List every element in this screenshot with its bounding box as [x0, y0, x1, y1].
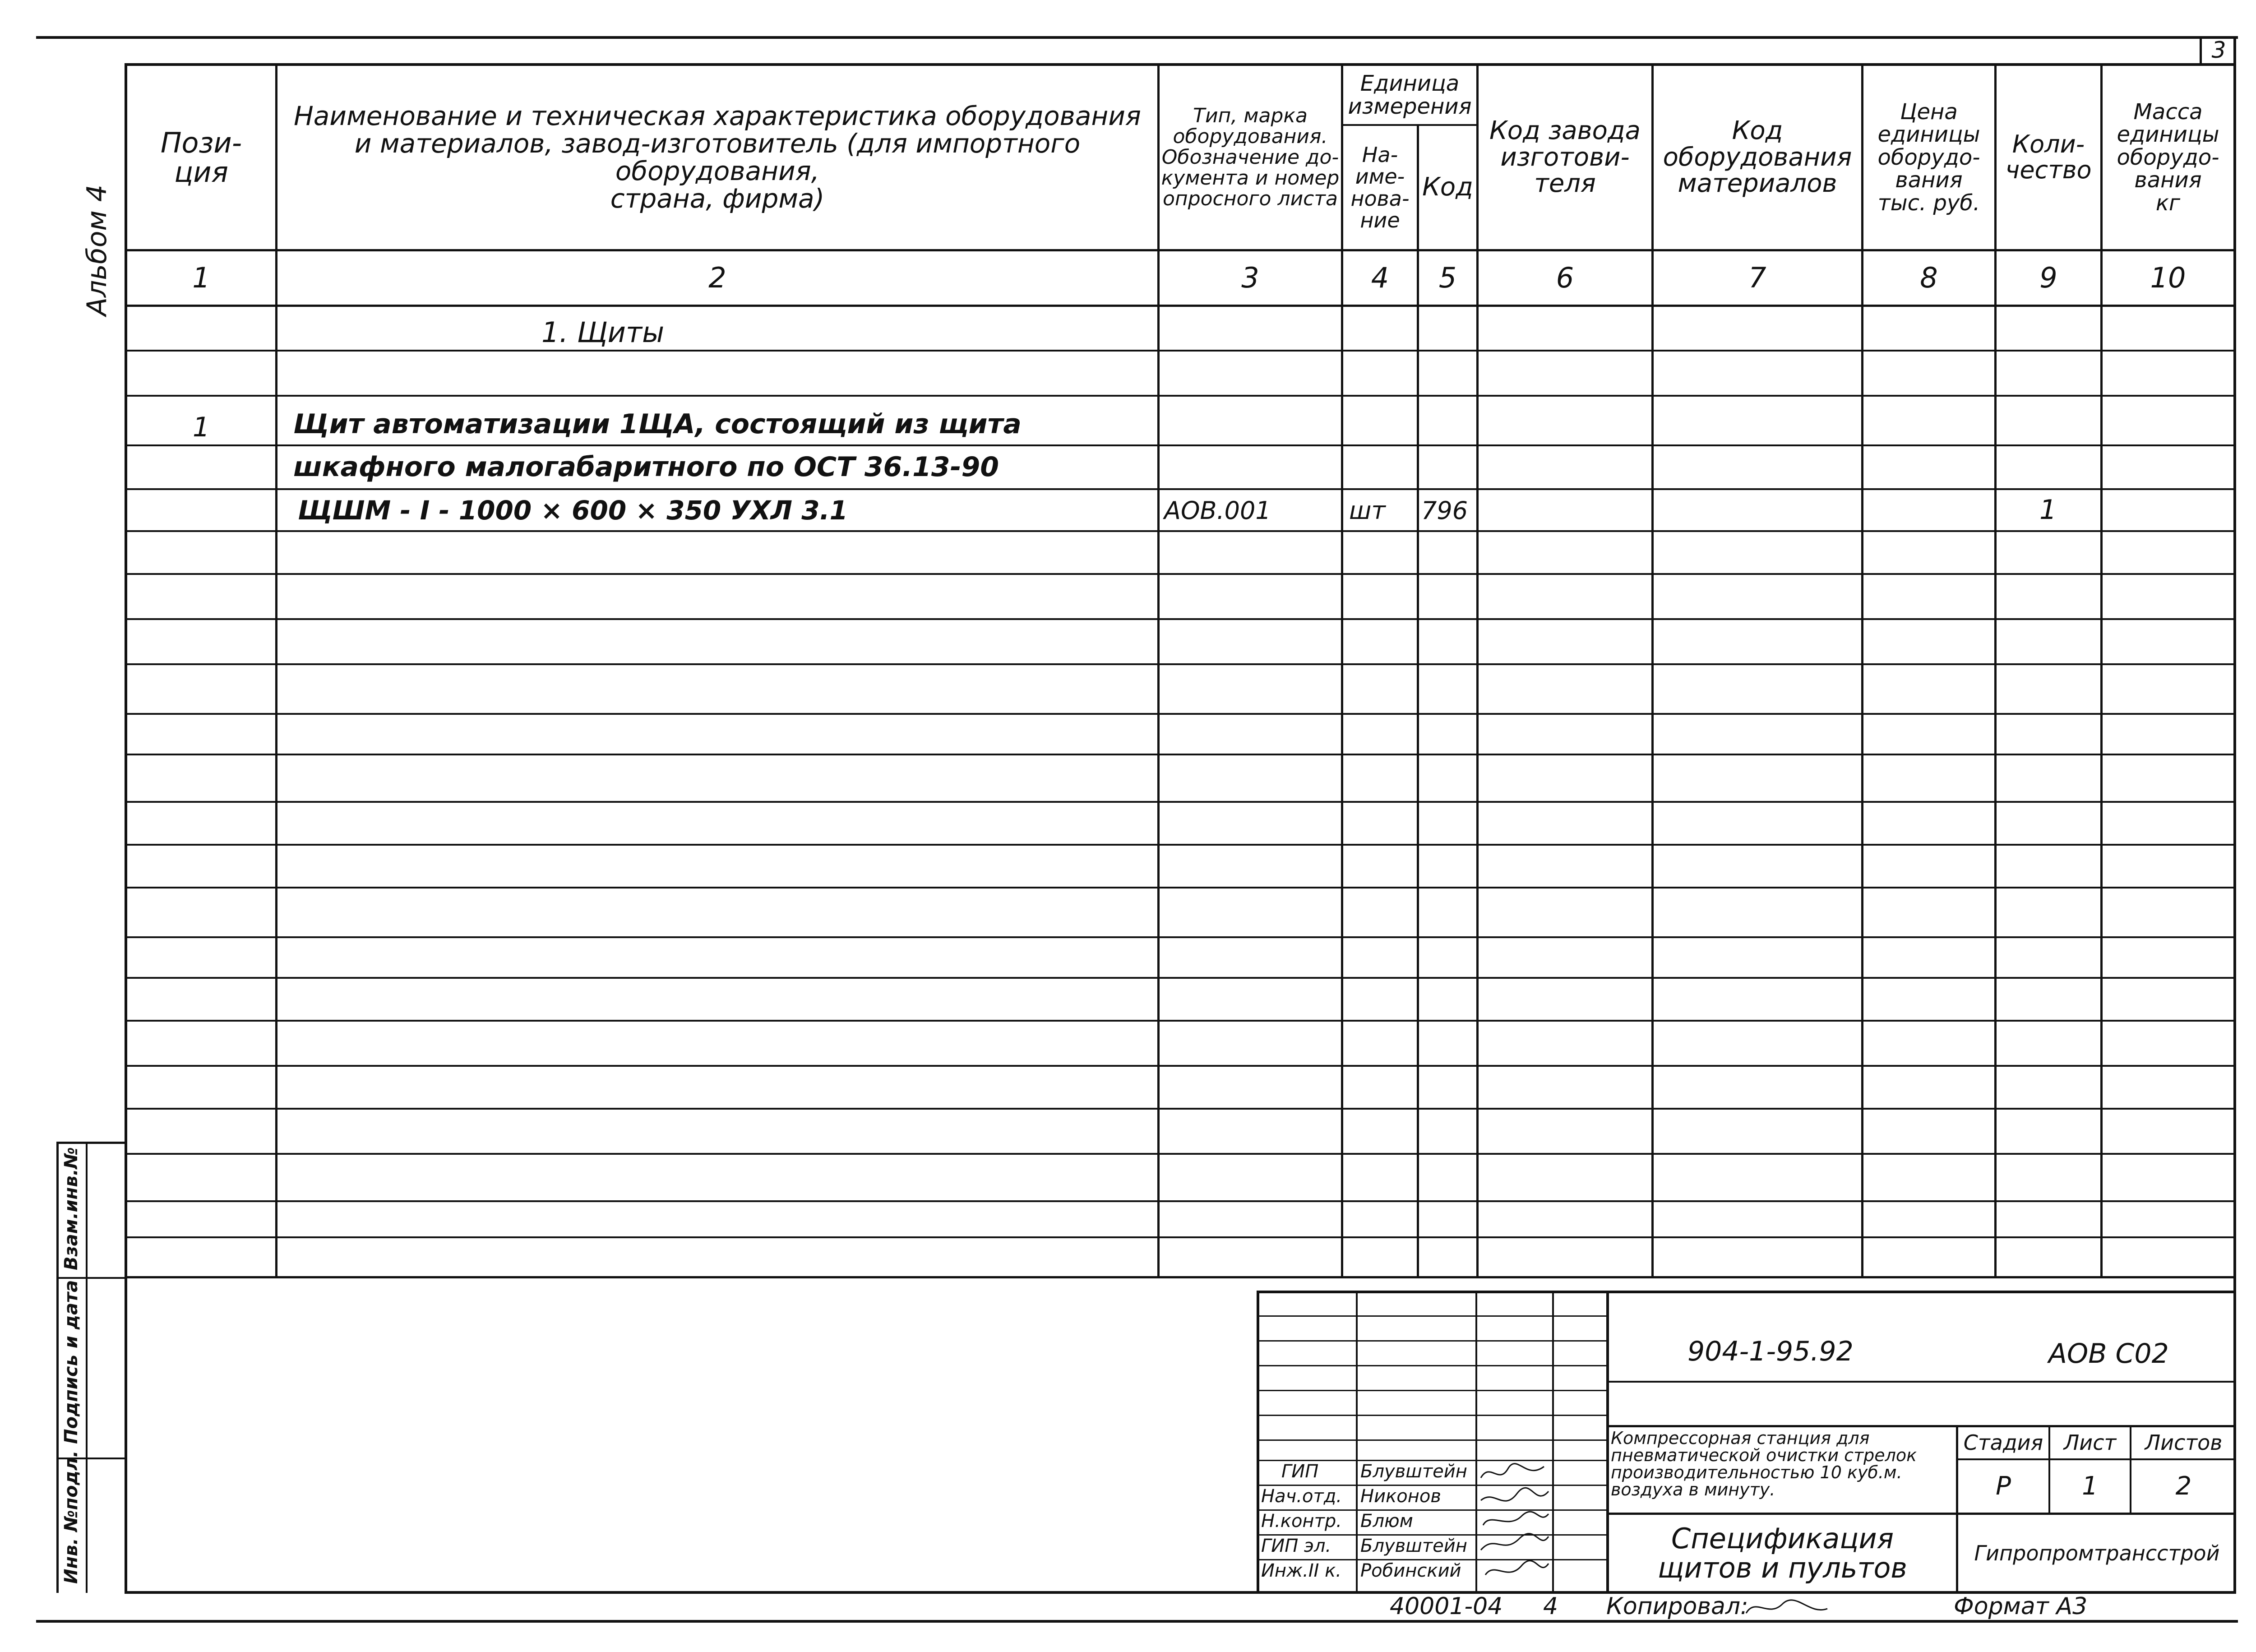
side-stamp-sep-1 [56, 1277, 126, 1279]
row-separator [125, 887, 2236, 888]
row-type: АОВ.001 [1164, 496, 1271, 525]
role-4: ГИП эл. [1261, 1536, 1331, 1556]
stage-value: Р [1996, 1471, 2011, 1501]
title-block-left [1257, 1291, 1259, 1593]
title-block-top [1257, 1291, 2236, 1293]
row-separator [125, 844, 2236, 846]
name-1: Блувштейн [1360, 1461, 1467, 1482]
table-bottom-line [125, 1276, 2236, 1278]
title-grid-row [1257, 1365, 1609, 1366]
side-stamp-inventory: Инв. №подл. [61, 1450, 82, 1584]
title-grid-row [1257, 1390, 1609, 1391]
organization: Гипропромтрансстрой [1974, 1541, 2220, 1565]
bottom-border [36, 1620, 2238, 1623]
row-separator [125, 350, 2236, 352]
header-unit-code: Код [1422, 172, 1473, 202]
side-stamp-left [56, 1142, 59, 1593]
role-3: Н.контр. [1261, 1511, 1342, 1532]
sheets-label: Листов [2145, 1430, 2223, 1455]
footer-inventory: 40001-04 [1390, 1593, 1503, 1620]
title-grid-row [1257, 1415, 1609, 1416]
row-separator [125, 1153, 2236, 1155]
album-label: Альбом 4 [81, 185, 113, 316]
footer-format: Формат А3 [1954, 1593, 2088, 1620]
sheet-value: 1 [2082, 1471, 2098, 1501]
header-position: Пози- ция [160, 126, 242, 189]
name-3: Блюм [1360, 1511, 1413, 1532]
sheet-code: АОВ С02 [2048, 1338, 2169, 1370]
row-code: 796 [1421, 496, 1468, 525]
header-unit-mass: Масса единицы оборудо- вания кг [2117, 99, 2219, 216]
row-separator [125, 1236, 2236, 1238]
signature-2 [1481, 1488, 1549, 1501]
sheets-value: 2 [2175, 1471, 2192, 1501]
header-quantity: Коли- чество [2005, 130, 2092, 184]
header-unit-group: Единица измерения [1348, 71, 1472, 119]
tb-right-h1 [1606, 1381, 2236, 1383]
sheet-corner-number: 3 [2211, 37, 2226, 63]
header-type: Тип, марка оборудования. Обозначение до- кумента и номер опросного листа [1161, 104, 1340, 211]
row-unit: шт [1349, 496, 1386, 525]
header-factory-code: Код завода изготови- теля [1489, 116, 1641, 199]
colnum-6: 6 [1556, 261, 1574, 295]
colnum-bottom-line [125, 305, 2236, 307]
row-separator [125, 573, 2236, 575]
document-title: Спецификация щитов и пультов [1658, 1522, 1907, 1584]
row-name-line-1: Щит автоматизации 1ЩА, состоящий из щита [293, 408, 1022, 440]
name-2: Никонов [1360, 1486, 1441, 1507]
row-name-line-3: ЩШМ - I - 1000 × 600 × 350 УХЛ 3.1 [298, 495, 848, 526]
signature-1 [1481, 1464, 1544, 1478]
row-separator [125, 1020, 2236, 1022]
colnum-9: 9 [2039, 261, 2057, 295]
colnum-5: 5 [1438, 261, 1457, 295]
colnum-4: 4 [1371, 261, 1389, 295]
doc-code: 904-1-95.92 [1687, 1336, 1854, 1367]
row-separator [125, 801, 2236, 803]
signatures [1476, 1458, 1553, 1593]
header-equipment-code: Код оборудования материалов [1663, 116, 1852, 199]
title-grid-row [1257, 1340, 1609, 1342]
name-4: Блувштейн [1360, 1536, 1467, 1556]
name-5: Робинский [1360, 1560, 1461, 1581]
footer-album: 4 [1543, 1593, 1558, 1620]
colnum-10: 10 [2150, 261, 2186, 295]
row-separator [125, 618, 2236, 620]
signature-5 [1485, 1561, 1549, 1575]
footer-copied: Копировал: [1606, 1593, 1748, 1620]
project-title: Компрессорная станция для пневматической очистки стрелок производительностью 10 куб.м. воздуха в минуту. [1611, 1428, 1917, 1499]
row-quantity: 1 [2039, 494, 2057, 526]
row-separator [125, 444, 2236, 446]
colnum-7: 7 [1748, 261, 1766, 295]
header-unit-price: Цена единицы оборудо- вания тыс. руб. [1877, 99, 1980, 216]
signature-4 [1481, 1534, 1549, 1550]
row-separator [125, 977, 2236, 979]
header-name: Наименование и техническая характеристика оборудования и материалов, завод-изготовитель (для импортного оборудования, страна, фирма) [294, 101, 1141, 214]
row-separator [125, 936, 2236, 938]
top-border [36, 36, 2238, 39]
row-separator [125, 1065, 2236, 1067]
colnum-1: 1 [192, 261, 210, 295]
side-stamp-divider [86, 1142, 88, 1593]
frame-right [2233, 36, 2236, 1593]
copier-signature [1742, 1595, 1832, 1620]
stage-label: Стадия [1963, 1430, 2043, 1455]
row-separator [125, 1108, 2236, 1110]
row-separator [125, 754, 2236, 755]
side-stamp-top [56, 1142, 126, 1144]
side-stamp-signature: Подпись и дата [61, 1280, 82, 1444]
row-name-line-2: шкафного малогабаритного по ОСТ 36.13-90 [293, 451, 999, 483]
sheet-label: Лист [2063, 1430, 2117, 1455]
title-grid-row [1257, 1439, 1609, 1441]
row-separator [125, 530, 2236, 532]
row-position: 1 [192, 412, 210, 443]
title-grid-row [1257, 1315, 1609, 1317]
colnum-8: 8 [1920, 261, 1938, 295]
row-separator [125, 488, 2236, 490]
role-5: Инж.II к. [1261, 1560, 1342, 1581]
header-unit-name: На- име- нова- ние [1350, 142, 1410, 232]
role-1: ГИП [1281, 1461, 1319, 1482]
tb-grid-v1 [1356, 1291, 1358, 1593]
side-stamp-replace: Взам.инв.№ [61, 1147, 82, 1270]
row-separator [125, 713, 2236, 715]
row-separator [125, 395, 2236, 397]
signature-3 [1483, 1512, 1549, 1525]
colnum-2: 2 [708, 261, 726, 295]
role-2: Нач.отд. [1261, 1486, 1342, 1507]
section-title: 1. Щиты [541, 316, 665, 349]
row-separator [125, 663, 2236, 665]
colnum-3: 3 [1241, 261, 1259, 295]
row-separator [125, 1200, 2236, 1202]
